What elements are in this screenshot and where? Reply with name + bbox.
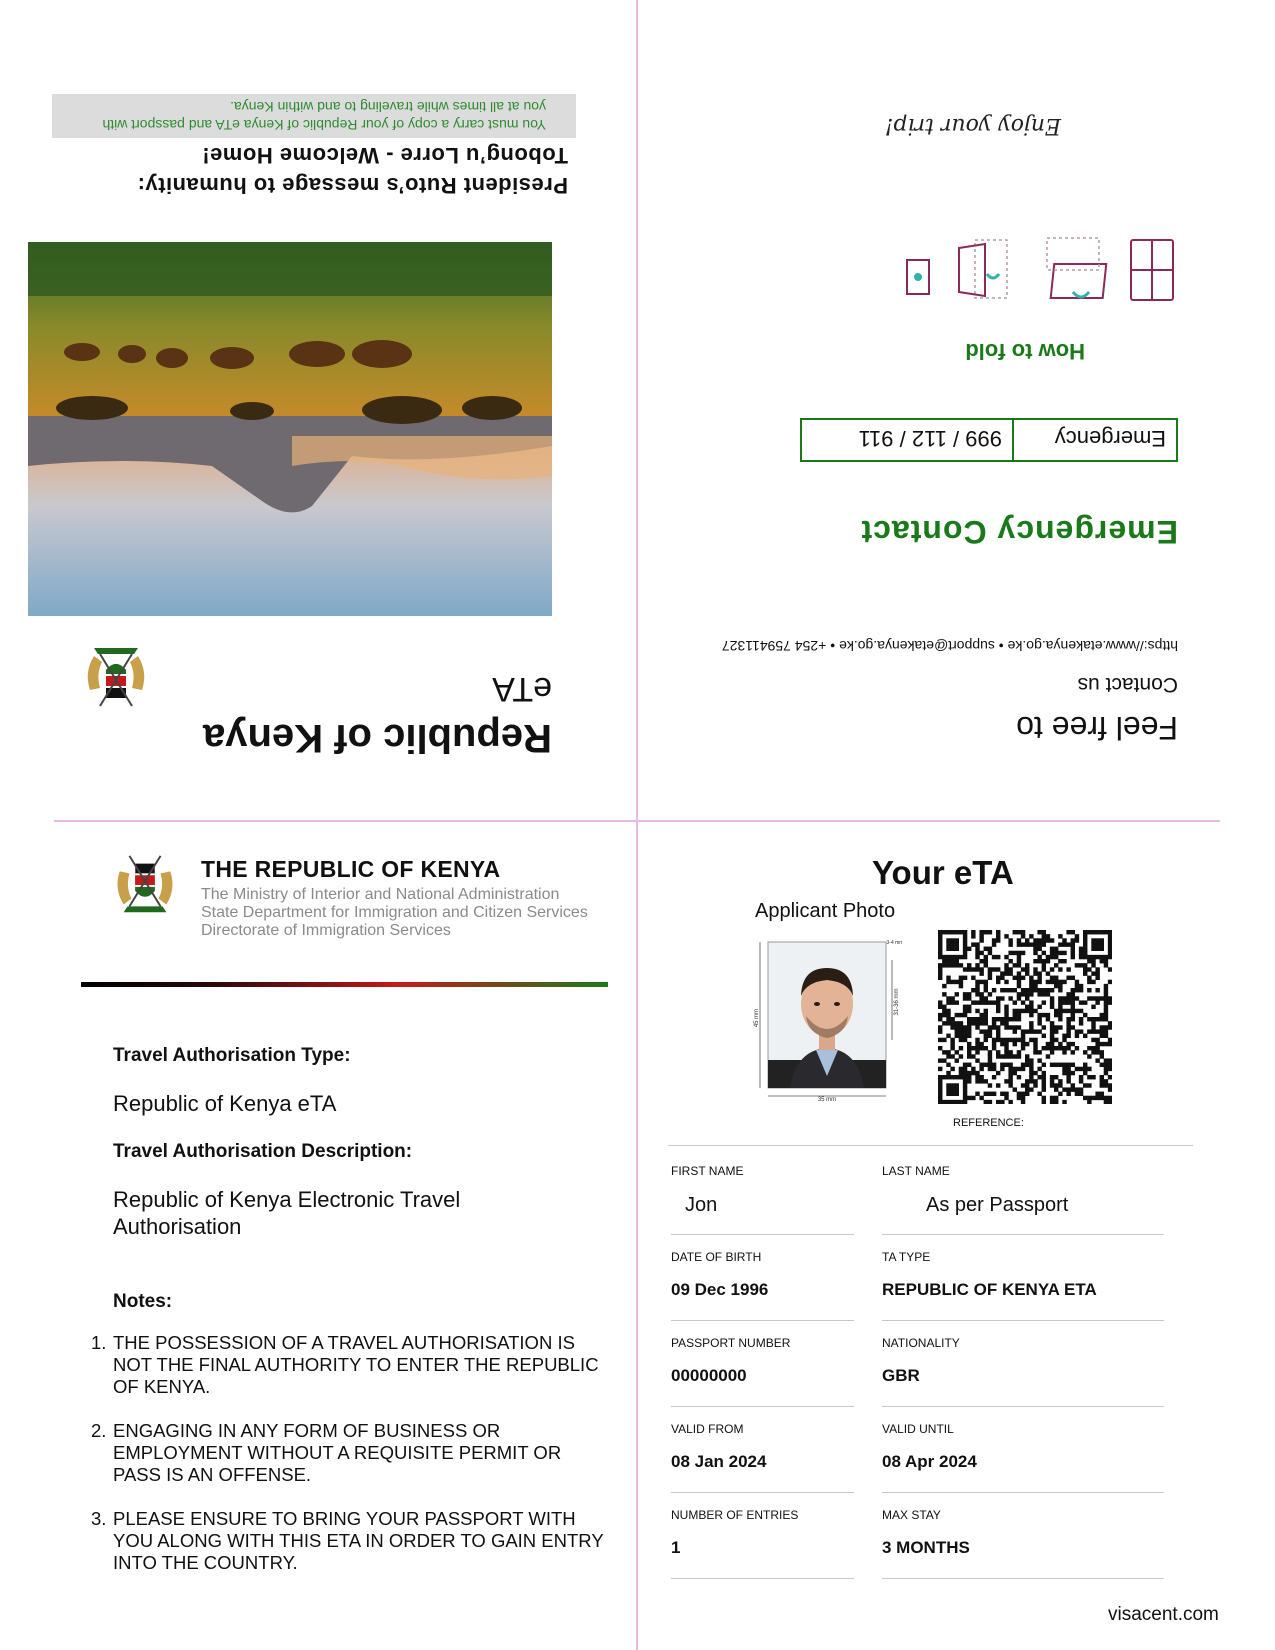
type-label: Travel Authorisation Type:: [113, 1045, 351, 1066]
org-line-directorate: Directorate of Immigration Services: [201, 922, 451, 939]
dob-value: 09 Dec 1996: [671, 1280, 769, 1299]
description-value: Republic of Kenya Electronic Travel Authorisation: [113, 1187, 461, 1239]
notes-label: Notes:: [113, 1291, 173, 1312]
max-stay-value: 3 MONTHS: [882, 1538, 970, 1557]
emergency-table: [800, 418, 1178, 462]
qr-code: [938, 930, 1112, 1104]
contact-details[interactable]: https://www.etakenya.go.ke • support@etakenya.go.ke • +254 759411327: [721, 638, 1178, 654]
max-stay-field: MAX STAY 3 MONTHS: [882, 1508, 1164, 1579]
entries-value: 1: [671, 1538, 681, 1557]
divider: [668, 1145, 1193, 1146]
flag-gradient-divider: [81, 982, 608, 987]
carry-notice: You must carry a copy of your Republic of Kenya eTA and passport with you at all times while traveling to and within Kenya.: [52, 94, 576, 138]
svg-text:31-36 mm: 31-36 mm: [894, 988, 900, 1016]
note-item: 3. PLEASE ENSURE TO BRING YOUR PASSPORT WITH YOU ALONG WITH THIS ETA IN ORDER TO GAIN ENTRY INTO THE COUNTRY.: [91, 1508, 604, 1573]
enjoy-trip-text: Enjoy your trip!: [884, 113, 1061, 138]
dob-field: DATE OF BIRTH 09 Dec 1996: [671, 1250, 854, 1321]
valid-until-field: VALID UNTIL 08 Apr 2024: [882, 1422, 1164, 1493]
kenya-coat-of-arms: [110, 850, 180, 920]
reference-label: REFERENCE:: [953, 1117, 1024, 1129]
wildlife-photo: [28, 242, 552, 616]
first-name-value: Jon: [685, 1194, 718, 1216]
valid-from-field: VALID FROM 08 Jan 2024: [671, 1422, 854, 1493]
emergency-contact-heading: Emergency Contact: [860, 514, 1178, 550]
emergency-numbers: 999 / 112 / 911: [858, 426, 1002, 451]
entries-field: NUMBER OF ENTRIES 1: [671, 1508, 854, 1579]
fold-instructions: [875, 224, 1185, 314]
ta-type-field: TA TYPE REPUBLIC OF KENYA ETA: [882, 1250, 1164, 1321]
type-value: Republic of Kenya eTA: [113, 1091, 337, 1116]
notice-panel: [0, 822, 636, 1650]
note-item: 1. THE POSSESSION OF A TRAVEL AUTHORISATION IS NOT THE FINAL AUTHORITY TO ENTER THE REPUBLIC OF KENYA.: [91, 1332, 599, 1397]
emergency-label: Emergency: [1012, 420, 1176, 460]
passport-field: PASSPORT NUMBER 00000000: [671, 1336, 854, 1407]
back-panel: [638, 0, 1275, 820]
cover-subtitle: eTA: [492, 670, 552, 708]
applicant-photo: [750, 930, 902, 1102]
cover-title: Republic of Kenya: [203, 716, 552, 760]
nationality-value: GBR: [882, 1366, 920, 1385]
org-line-ministry: The Ministry of Interior and National Administration: [201, 886, 560, 903]
president-message: President Ruto’s message to humanity: Tobong’u Lorre - Welcome Home!: [137, 143, 568, 198]
last-name-field: LAST NAME As per Passport: [882, 1164, 1164, 1235]
svg-text:3-4 mm: 3-4 mm: [886, 940, 902, 946]
last-name-value: As per Passport: [926, 1194, 1069, 1216]
kenya-coat-of-arms: [80, 640, 152, 712]
first-name-field: FIRST NAME Jon: [671, 1164, 854, 1235]
fold-step-2-icon: [1047, 238, 1106, 298]
org-line-department: State Department for Immigration and Citizen Services: [201, 904, 588, 921]
description-label: Travel Authorisation Description:: [113, 1141, 413, 1162]
ta-type-value: REPUBLIC OF KENYA ETA: [882, 1280, 1097, 1299]
applicant-photo-label: Applicant Photo: [755, 900, 896, 922]
notes-list: [91, 1332, 613, 1596]
note-item: 2. ENGAGING IN ANY FORM OF BUSINESS OR EMPLOYMENT WITHOUT A REQUISITE PERMIT OR PASS IS AN OFFENSE.: [91, 1420, 562, 1485]
watermark-text: visacent.com: [1108, 1604, 1219, 1625]
org-title: THE REPUBLIC OF KENYA: [201, 856, 501, 882]
valid-until-value: 08 Apr 2024: [882, 1452, 977, 1471]
contact-us-label: Contact us: [1077, 673, 1178, 696]
valid-from-value: 08 Jan 2024: [671, 1452, 767, 1471]
nationality-field: NATIONALITY GBR: [882, 1336, 1164, 1407]
eta-card-panel: [638, 822, 1275, 1650]
how-to-fold-heading: How to fold: [965, 339, 1085, 364]
cover-panel: [0, 0, 636, 820]
eta-title: Your eTA: [872, 854, 1014, 891]
feel-free-heading: Feel free to: [1016, 710, 1178, 746]
passport-value: 00000000: [671, 1366, 747, 1385]
svg-text:35 mm: 35 mm: [817, 1097, 837, 1102]
svg-text:45 mm: 45 mm: [754, 1008, 760, 1028]
